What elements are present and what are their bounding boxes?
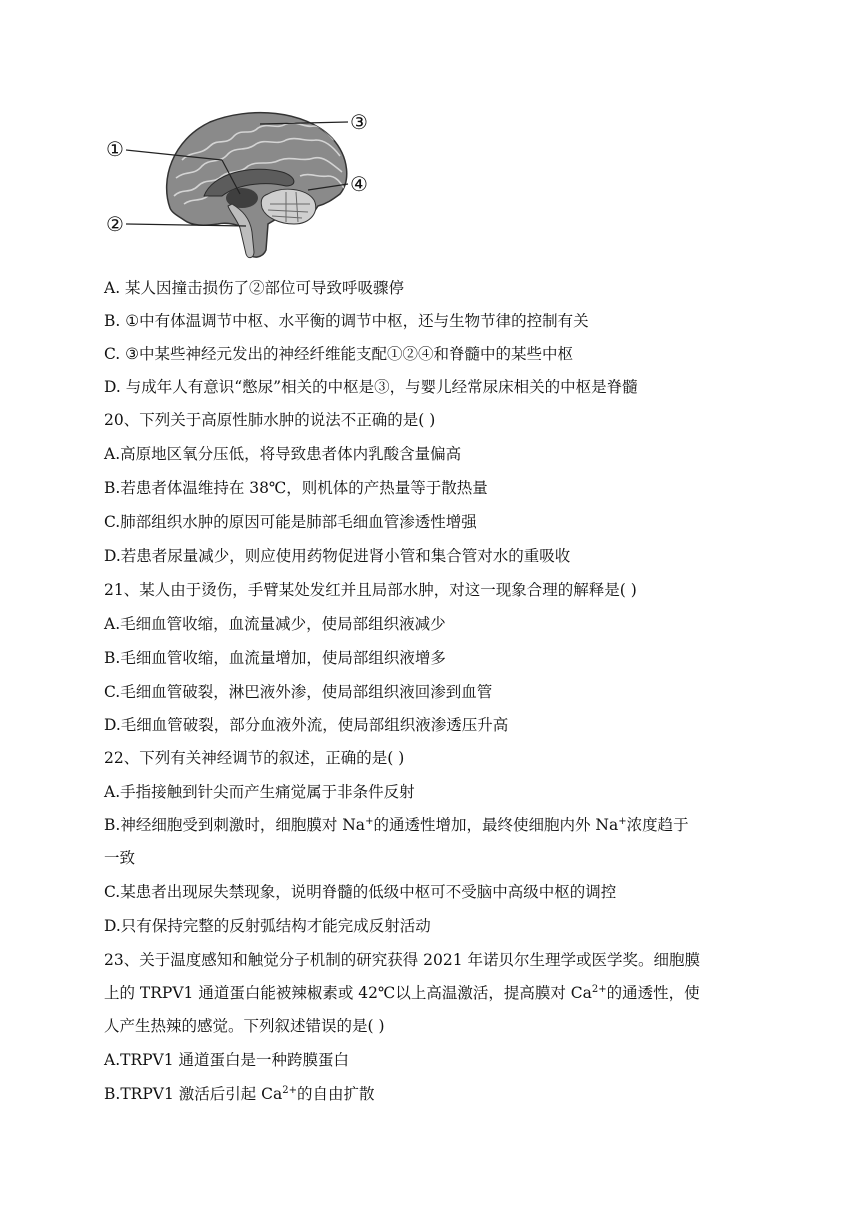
- text-line: [104, 848, 135, 868]
- label-3: ③: [350, 110, 368, 134]
- text-line: [104, 782, 415, 802]
- text-line: [104, 748, 404, 768]
- text-line: [104, 983, 700, 1003]
- brain-diagram: [100, 100, 380, 270]
- text-line: [104, 815, 689, 835]
- text-segment: B.TRPV1 激活后引起 Ca: [104, 1085, 283, 1103]
- superscript: +: [365, 816, 374, 827]
- text-line: [104, 916, 431, 936]
- text-line: [104, 1050, 349, 1070]
- superscript: +: [618, 816, 627, 827]
- text-line: [104, 478, 488, 498]
- text-segment: D.若患者尿量减少，则应使用药物促进肾小管和集合管对水的重吸收: [104, 547, 571, 565]
- text-line: [104, 377, 638, 397]
- text-segment: C. ③中某些神经元发出的神经纤维能支配①②④和脊髓中的某些中枢: [104, 345, 574, 363]
- label-1: ①: [106, 137, 124, 161]
- label-4: ④: [350, 172, 368, 196]
- text-line: [104, 682, 492, 702]
- text-segment: D.毛细血管破裂，部分血液外流，使局部组织液渗透压升高: [104, 716, 509, 734]
- text-segment: A.TRPV1 通道蛋白是一种跨膜蛋白: [104, 1051, 350, 1069]
- text-segment: D.只有保持完整的反射弧结构才能完成反射活动: [104, 917, 431, 935]
- text-segment: 20、下列关于高原性肺水肿的说法不正确的是( ): [104, 411, 436, 429]
- superscript: 2+: [591, 984, 607, 995]
- text-segment: 人产生热辣的感觉。下列叙述错误的是( ): [104, 1017, 385, 1035]
- text-line: [104, 950, 700, 970]
- text-segment: C.某患者出现尿失禁现象，说明脊髓的低级中枢可不受脑中高级中枢的调控: [104, 883, 617, 901]
- text-segment: 的通透性增加，最终使细胞内外 Na: [373, 816, 619, 834]
- text-segment: A. 某人因撞击损伤了②部位可导致呼吸骤停: [104, 279, 405, 297]
- text-line: [104, 512, 477, 532]
- text-line: [104, 614, 446, 634]
- text-segment: C.肺部组织水肿的原因可能是肺部毛细血管渗透性增强: [104, 513, 477, 531]
- brain-sagittal-section-image: [100, 100, 380, 270]
- text-line: [104, 648, 446, 668]
- text-line: [104, 311, 589, 331]
- text-line: [104, 580, 637, 600]
- text-segment: A.高原地区氧分压低，将导致患者体内乳酸含量偏高: [104, 445, 462, 463]
- text-segment: 的通透性，使: [606, 984, 700, 1002]
- text-segment: 21、某人由于烫伤，手臂某处发红并且局部水肿，对这一现象合理的解释是( ): [104, 581, 637, 599]
- text-line: [104, 410, 435, 430]
- text-segment: B. ①中有体温调节中枢、水平衡的调节中枢，还与生物节律的控制有关: [104, 312, 589, 330]
- text-line: [104, 546, 570, 566]
- superscript: 2+: [282, 1085, 298, 1096]
- text-segment: B.毛细血管收缩，血流量增加，使局部组织液增多: [104, 649, 446, 667]
- text-segment: D. 与成年人有意识“憋尿”相关的中枢是③，与婴儿经常尿床相关的中枢是脊髓: [104, 378, 638, 396]
- text-segment: A.毛细血管收缩，血流量减少，使局部组织液减少: [104, 615, 446, 633]
- text-line: [104, 1084, 375, 1104]
- text-line: [104, 882, 616, 902]
- text-segment: B.若患者体温维持在 38℃，则机体的产热量等于散热量: [104, 479, 488, 497]
- text-segment: 上的 TRPV1 通道蛋白能被辣椒素或 42℃以上高温激活，提高膜对 Ca: [104, 984, 592, 1002]
- text-segment: 浓度趋于: [626, 816, 689, 834]
- text-line: [104, 278, 404, 298]
- label-2: ②: [106, 212, 124, 236]
- text-line: [104, 1016, 385, 1036]
- text-segment: 的自由扩散: [297, 1085, 375, 1103]
- text-line: [104, 444, 461, 464]
- text-line: [104, 344, 573, 364]
- text-segment: A.手指接触到针尖而产生痛觉属于非条件反射: [104, 783, 415, 801]
- text-segment: B.神经细胞受到刺激时，细胞膜对 Na: [104, 816, 366, 834]
- text-segment: 22、下列有关神经调节的叙述，正确的是( ): [104, 749, 405, 767]
- text-segment: 一致: [104, 849, 136, 867]
- text-segment: C.毛细血管破裂，淋巴液外渗，使局部组织液回渗到血管: [104, 683, 493, 701]
- text-segment: 23、关于温度感知和触觉分子机制的研究获得 2021 年诺贝尔生理学或医学奖。细胞膜: [104, 951, 701, 969]
- text-line: [104, 715, 508, 735]
